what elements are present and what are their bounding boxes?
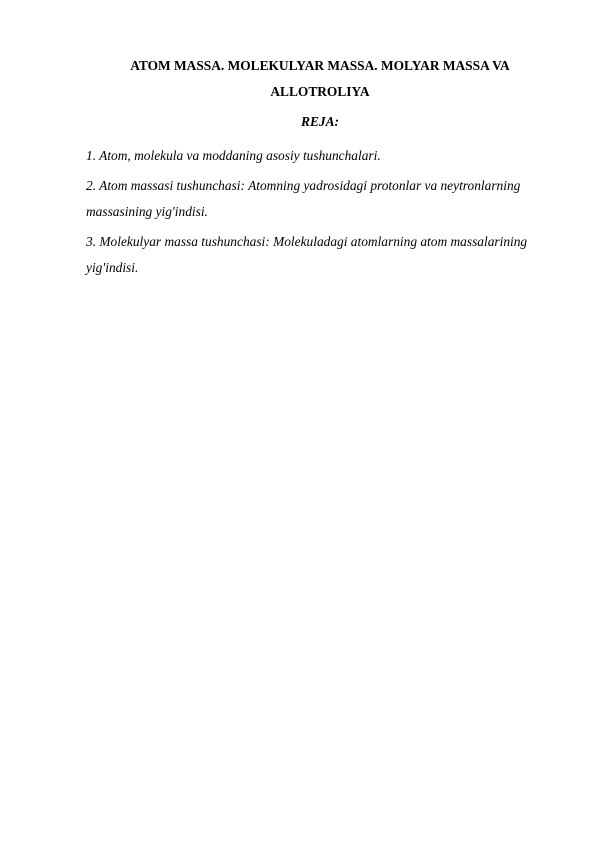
plan-list	[86, 143, 556, 285]
title-line-2: ALLOTROLIYA	[270, 84, 370, 99]
plan-item-1: 1. Atom, molekula va moddaning asosiy tushunchalari.	[86, 148, 381, 163]
plan-heading: REJA:	[301, 114, 339, 129]
title-line-1: ATOM MASSA. MOLEKULYAR MASSA. MOLYAR MASSA VA	[130, 58, 510, 73]
plan-item-2: 2. Atom massasi tushunchasi: Atomning yadrosidagi protonlar va neytronlarning massasining yig'indisi.	[86, 178, 521, 219]
document-title	[84, 53, 556, 105]
plan-item-3: 3. Molekulyar massa tushunchasi: Molekuladagi atomlarning atom massalarining yig'indisi.	[86, 234, 528, 275]
